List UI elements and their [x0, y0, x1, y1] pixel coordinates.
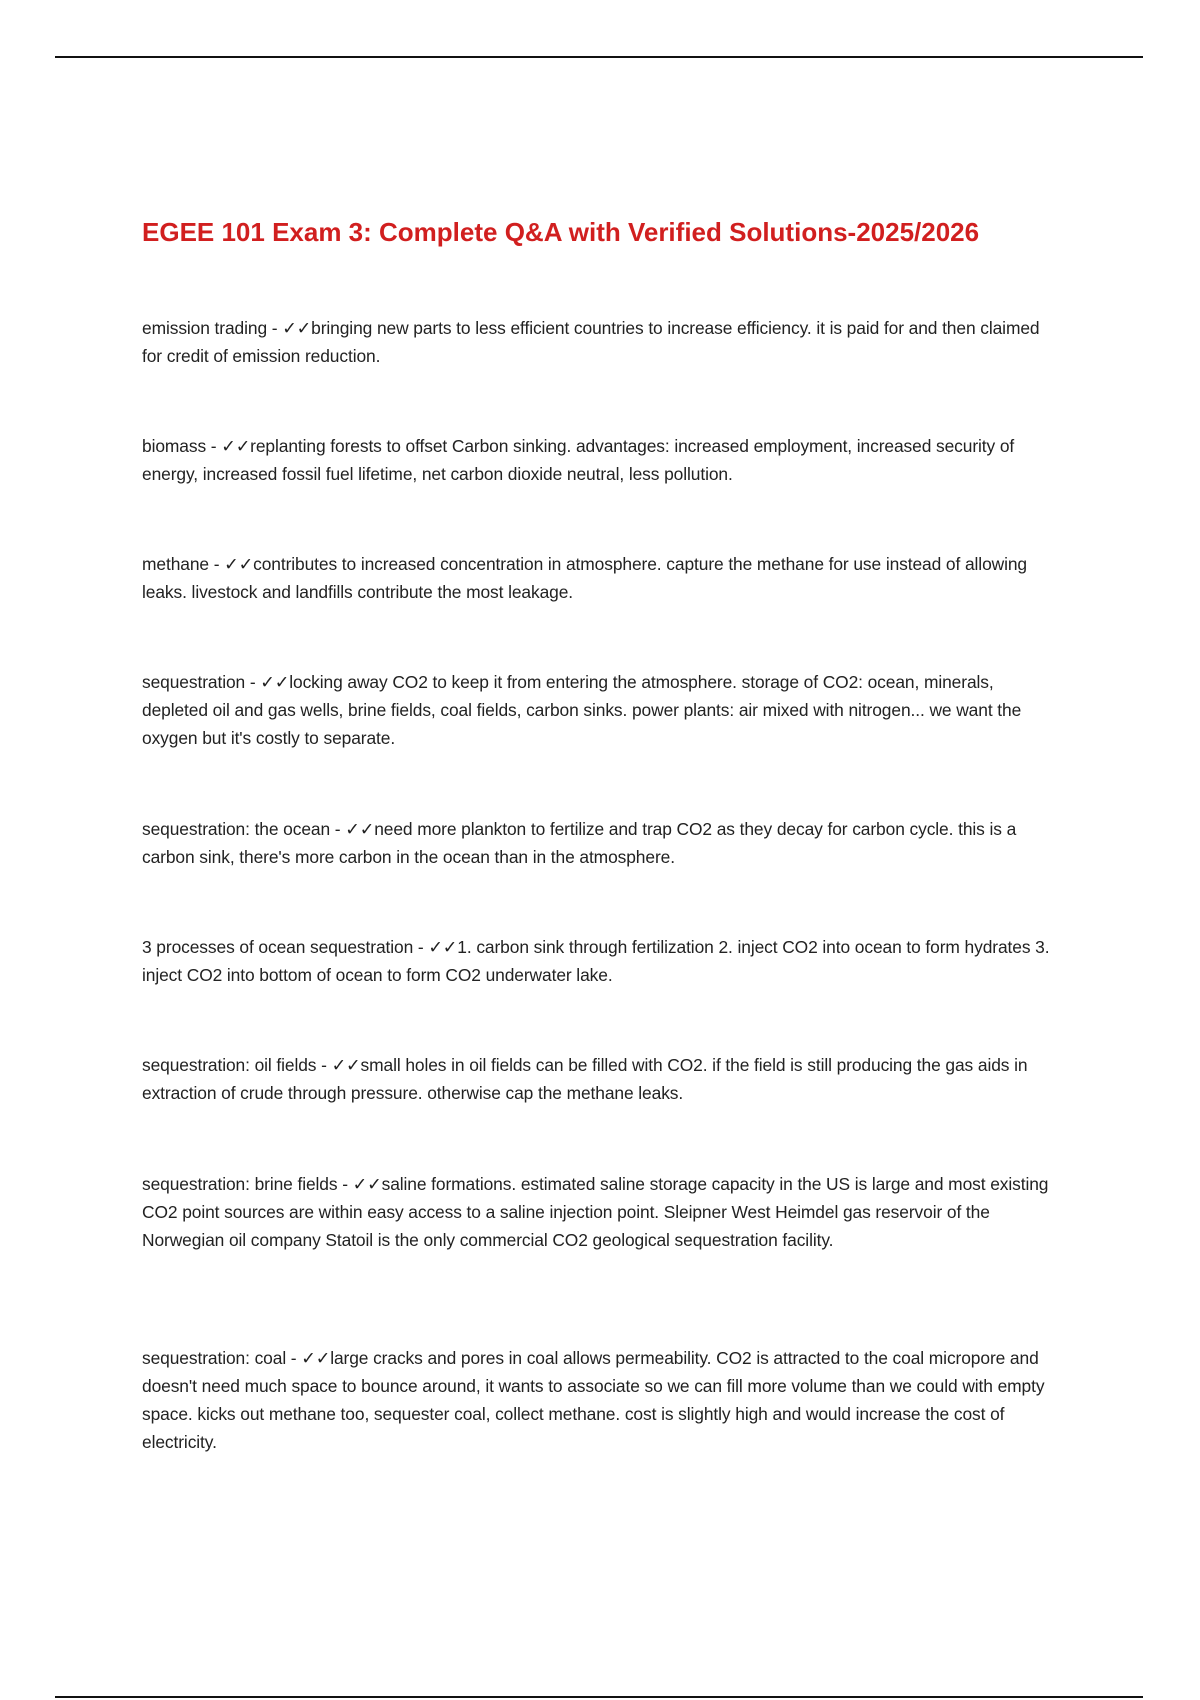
qa-term: sequestration: brine fields [142, 1174, 338, 1194]
double-check-icon: ✓✓ [428, 937, 458, 957]
qa-entry [142, 933, 1062, 989]
qa-entry [142, 432, 1062, 488]
qa-term: biomass [142, 436, 207, 456]
qa-separator: - [267, 318, 283, 338]
document-title: EGEE 101 Exam 3: Complete Q&A with Verified Solutions-2025/2026 [142, 217, 980, 247]
qa-term: sequestration: the ocean [142, 819, 331, 839]
qa-term: sequestration: oil fields [142, 1055, 317, 1075]
qa-separator: - [413, 937, 429, 957]
qa-term: 3 processes of ocean sequestration [142, 937, 414, 957]
qa-entry [142, 1051, 1062, 1107]
qa-answer: bringing new parts to less efficient countries to increase efficiency. it is paid for and then claimed for credit of emission reduction. [142, 318, 1040, 366]
double-check-icon: ✓✓ [260, 672, 290, 692]
qa-term: methane [142, 554, 209, 574]
qa-separator: - [316, 1055, 332, 1075]
qa-term: sequestration: coal [142, 1348, 287, 1368]
qa-separator: - [337, 1174, 353, 1194]
qa-answer: locking away CO2 to keep it from entering the atmosphere. storage of CO2: ocean, minerals, depleted oil and gas wells, brine fields, coal fields, carbon sinks. power plants: air mixed with nitrogen... we want the oxygen but it's costly to separate. [142, 672, 1022, 748]
qa-answer: replanting forests to offset Carbon sinking. advantages: increased employment, increased security of energy, increased fossil fuel lifetime, net carbon dioxide neutral, less pollution. [142, 436, 1015, 484]
qa-separator: - [208, 554, 225, 574]
qa-separator: - [330, 819, 346, 839]
double-check-icon: ✓✓ [282, 318, 312, 338]
qa-entry [142, 1344, 1062, 1456]
double-check-icon: ✓✓ [345, 819, 375, 839]
qa-separator: - [245, 672, 261, 692]
bottom-rule [55, 1696, 1143, 1698]
double-check-icon: ✓✓ [301, 1348, 331, 1368]
qa-entry [142, 314, 1062, 370]
qa-answer: contributes to increased concentration in atmosphere. capture the methane for use instead of allowing leaks. livestock and landfills contribute the most leakage. [142, 554, 1028, 602]
qa-entry [142, 815, 1062, 871]
qa-answer: saline formations. estimated saline storage capacity in the US is large and most existing CO2 point sources are within easy access to a saline injection point. Sleipner West Heimdel gas reservoir of the Norwegian oil company Statoil is the only commercial CO2 geological sequestration facility. [142, 1174, 1049, 1250]
qa-entry [142, 550, 1062, 606]
qa-term: emission trading [142, 318, 268, 338]
double-check-icon: ✓✓ [331, 1055, 361, 1075]
double-check-icon: ✓✓ [221, 436, 251, 456]
qa-separator: - [286, 1348, 302, 1368]
qa-entry [142, 1170, 1062, 1254]
qa-entry [142, 668, 1062, 752]
qa-answer: 1. carbon sink through fertilization 2. inject CO2 into ocean to form hydrates 3. inject CO2 into bottom of ocean to form CO2 underwater lake. [142, 937, 1050, 985]
qa-separator: - [206, 436, 222, 456]
qa-answer: large cracks and pores in coal allows permeability. CO2 is attracted to the coal micropore and doesn't need much space to bounce around, it wants to associate so we can fill more volume than we could with empty space. kicks out methane too, sequester coal, collect methane. cost is slightly high and would increase the cost of electricity. [142, 1348, 1045, 1452]
qa-term: sequestration [142, 672, 246, 692]
qa-answer: small holes in oil fields can be filled with CO2. if the field is still producing the gas aids in extraction of crude through pressure. otherwise cap the methane leaks. [142, 1055, 1028, 1103]
qa-answer: need more plankton to fertilize and trap CO2 as they decay for carbon cycle. this is a carbon sink, there's more carbon in the ocean than in the atmosphere. [142, 819, 1017, 867]
top-rule [55, 56, 1143, 58]
double-check-icon: ✓✓ [352, 1174, 382, 1194]
double-check-icon: ✓✓ [224, 554, 254, 574]
